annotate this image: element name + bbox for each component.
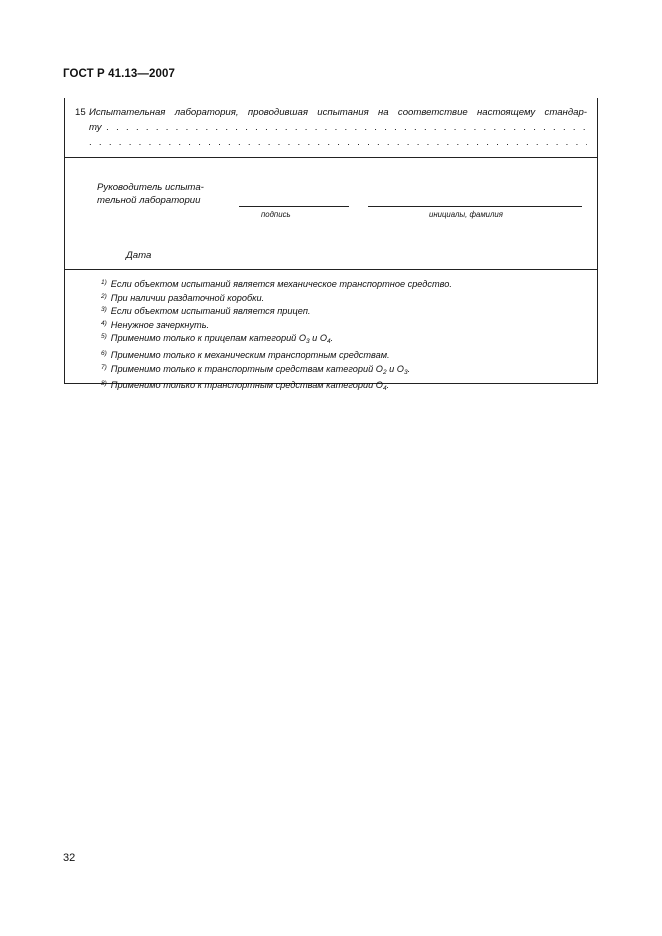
section-divider xyxy=(65,269,597,270)
dotted-fill-line xyxy=(102,122,587,133)
page-number: 32 xyxy=(63,852,76,864)
head-of-lab-label xyxy=(97,182,204,207)
footnote: $^{6)}$ Применимо только к механическим транспортным средствам. xyxy=(101,349,390,360)
form-frame xyxy=(64,98,598,393)
footnote: $^{4)}$ Ненужное зачеркнуть. xyxy=(101,319,210,330)
footnote: $^{5)}$ Применимо только к прицепам категорий $О_3$ и $О_4$. xyxy=(101,333,334,346)
footnote: $^{2)}$ При наличии раздаточной коробки. xyxy=(101,292,265,303)
item-15-continuation xyxy=(89,120,587,135)
item-15-text: Испытательная лаборатория, проводившая испытания на соответствие настоящему стандар- xyxy=(89,107,587,118)
signature-caption: подпись xyxy=(261,210,291,219)
item-15-word: ту xyxy=(89,122,102,133)
initials-caption: инициалы, фамилия xyxy=(429,210,503,219)
footnote: $^{3)}$ Если объектом испытаний является прицеп. xyxy=(101,306,311,317)
signature-line xyxy=(239,206,349,207)
initials-line xyxy=(368,206,582,207)
footnote: $^{1)}$ Если объектом испытаний является механическое транспортное средство. xyxy=(101,279,452,289)
document-header: ГОСТ Р 41.13—2007 xyxy=(63,68,175,80)
date-label: Дата xyxy=(126,250,152,261)
section-divider xyxy=(65,157,597,158)
footnote: $^{8)}$ Применимо только к транспортным средствам категории $О_4$. xyxy=(101,380,390,393)
dotted-fill-line xyxy=(89,135,587,150)
head-label-line: Руководитель испыта- xyxy=(97,182,204,193)
footnote: $^{7)}$ Применимо только к транспортным средствам категорий $О_2$ и $О_3$. xyxy=(101,363,411,376)
footnotes xyxy=(101,277,452,395)
head-label-line: тельной лаборатории xyxy=(97,194,201,206)
item-number: 15 xyxy=(75,107,86,118)
